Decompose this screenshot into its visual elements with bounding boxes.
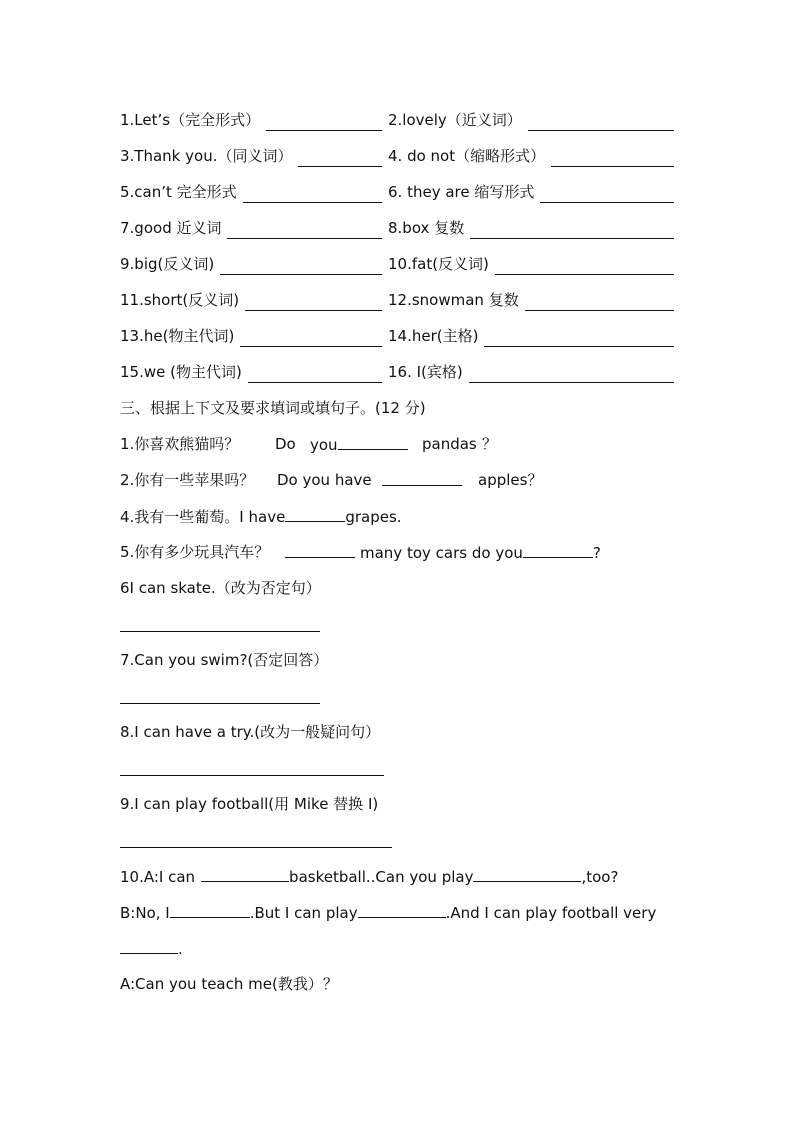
vocab-item-right-label: 12.snowman 复数 — [388, 291, 519, 309]
q1-pandas: pandas — [422, 435, 477, 453]
vocab-item-right-blank[interactable] — [540, 186, 674, 203]
vocab-item-right-blank[interactable] — [495, 258, 674, 275]
q5-blank-2[interactable] — [523, 541, 593, 558]
vocab-item-left-label: 9.big(反义词) — [120, 255, 215, 273]
vocab-row — [120, 289, 675, 311]
vocab-item-left-label: 15.we (物主代词) — [120, 363, 242, 381]
q8-prompt: 8.I can have a try.(改为一般疑问句） — [120, 723, 381, 741]
q6-answer-line[interactable] — [120, 631, 320, 632]
vocab-row — [120, 253, 675, 275]
section-heading-text: 三、根据上下文及要求填词或填句子。(12 分) — [120, 399, 426, 417]
vocab-row — [120, 325, 675, 347]
question-9 — [120, 793, 675, 815]
q5-end: ? — [592, 544, 601, 562]
q4-grapes: grapes. — [345, 508, 402, 526]
q4-prompt: 4.我有一些葡萄。I have — [120, 508, 286, 526]
vocab-item-right-label: 10.fat(反义词) — [388, 255, 489, 273]
question-7 — [120, 649, 675, 671]
q8-answer-line[interactable] — [120, 775, 384, 776]
q1-mark: ？ — [482, 435, 498, 453]
q10-b2: .But I can play — [249, 904, 358, 922]
q10-blank-1[interactable] — [201, 865, 289, 882]
vocab-item-right-label: 16. I(宾格) — [388, 363, 463, 381]
q10-c: A:Can you teach me(教我）？ — [120, 975, 338, 993]
vocab-item-right-label: 4. do not（缩略形式） — [388, 147, 546, 165]
q5-mid: many toy cars do you — [360, 544, 523, 562]
vocab-item-left-label: 7.good 近义词 — [120, 219, 222, 237]
vocab-item-right-blank[interactable] — [551, 150, 674, 167]
q2-prompt: 2.你有一些苹果吗？ — [120, 471, 255, 489]
vocab-item-left-label: 11.short(反义词) — [120, 291, 240, 309]
q4-blank[interactable] — [285, 505, 345, 522]
vocab-item-left-blank[interactable] — [298, 150, 382, 167]
vocab-item-left-label: 3.Thank you.（同义词） — [120, 147, 293, 165]
vocab-row — [120, 217, 675, 239]
q2-apples: apples？ — [478, 471, 543, 489]
q6-prompt: 6I can skate.（改为否定句） — [120, 579, 321, 597]
question-10-a — [120, 865, 675, 887]
question-6 — [120, 577, 675, 599]
q10-b3: .And I can play football very — [445, 904, 657, 922]
vocab-item-right-label: 2.lovely（近义词） — [388, 111, 522, 129]
q10-blank-4[interactable] — [358, 901, 446, 918]
vocab-item-left-blank[interactable] — [266, 114, 382, 131]
vocab-row — [120, 109, 675, 131]
vocab-item-right-blank[interactable] — [525, 294, 674, 311]
q10-blank-5[interactable] — [120, 937, 178, 954]
q1-prompt: 1.你喜欢熊猫吗？ — [120, 435, 240, 453]
vocab-item-right-label: 8.box 复数 — [388, 219, 465, 237]
vocab-item-right-label: 6. they are 缩写形式 — [388, 183, 535, 201]
vocab-item-left-blank[interactable] — [240, 330, 382, 347]
question-2 — [120, 469, 675, 491]
vocab-item-left-label: 13.he(物主代词) — [120, 327, 235, 345]
q2-do-you-have: Do you have — [277, 471, 372, 489]
q5-blank-1[interactable] — [285, 541, 355, 558]
vocab-item-left-label: 5.can’t 完全形式 — [120, 183, 237, 201]
q10-a2: basketball..Can you play — [289, 868, 474, 886]
q10-blank-3[interactable] — [170, 901, 250, 918]
vocab-item-right-blank[interactable] — [470, 222, 674, 239]
vocab-item-right-blank[interactable] — [528, 114, 674, 131]
vocab-item-right-blank[interactable] — [469, 366, 674, 383]
q10-a1: 10.A:I can — [120, 868, 196, 886]
question-5 — [120, 541, 675, 563]
q1-you: you — [310, 436, 338, 454]
question-1 — [120, 433, 675, 455]
vocab-row — [120, 361, 675, 383]
q1-blank[interactable] — [338, 433, 408, 450]
vocab-row — [120, 145, 675, 167]
vocab-item-right-blank[interactable] — [484, 330, 674, 347]
q7-prompt: 7.Can you swim?(否定回答） — [120, 651, 329, 669]
q5-prompt: 5.你有多少玩具汽车？ — [120, 543, 270, 561]
vocab-item-left-blank[interactable] — [227, 222, 382, 239]
q9-prompt: 9.I can play football(用 Mike 替换 I) — [120, 795, 379, 813]
section-heading — [120, 397, 675, 419]
vocab-row — [120, 181, 675, 203]
question-4 — [120, 505, 675, 527]
q1-do: Do — [275, 435, 296, 453]
question-10-b-cont — [120, 937, 675, 959]
question-10-b — [120, 901, 675, 923]
q10-b4: . — [178, 940, 183, 958]
vocab-item-right-label: 14.her(主格) — [388, 327, 479, 345]
q10-blank-2[interactable] — [473, 865, 581, 882]
q2-blank[interactable] — [382, 469, 462, 486]
question-8 — [120, 721, 675, 743]
vocab-item-left-label: 1.Let’s（完全形式） — [120, 111, 261, 129]
question-10-c — [120, 973, 675, 995]
vocab-item-left-blank[interactable] — [245, 294, 382, 311]
vocab-item-left-blank[interactable] — [243, 186, 382, 203]
q9-answer-line[interactable] — [120, 847, 392, 848]
q7-answer-line[interactable] — [120, 703, 320, 704]
vocab-item-left-blank[interactable] — [248, 366, 382, 383]
vocab-item-left-blank[interactable] — [220, 258, 382, 275]
q10-a3: ,too? — [581, 868, 619, 886]
q10-b1: B:No, I — [120, 904, 170, 922]
